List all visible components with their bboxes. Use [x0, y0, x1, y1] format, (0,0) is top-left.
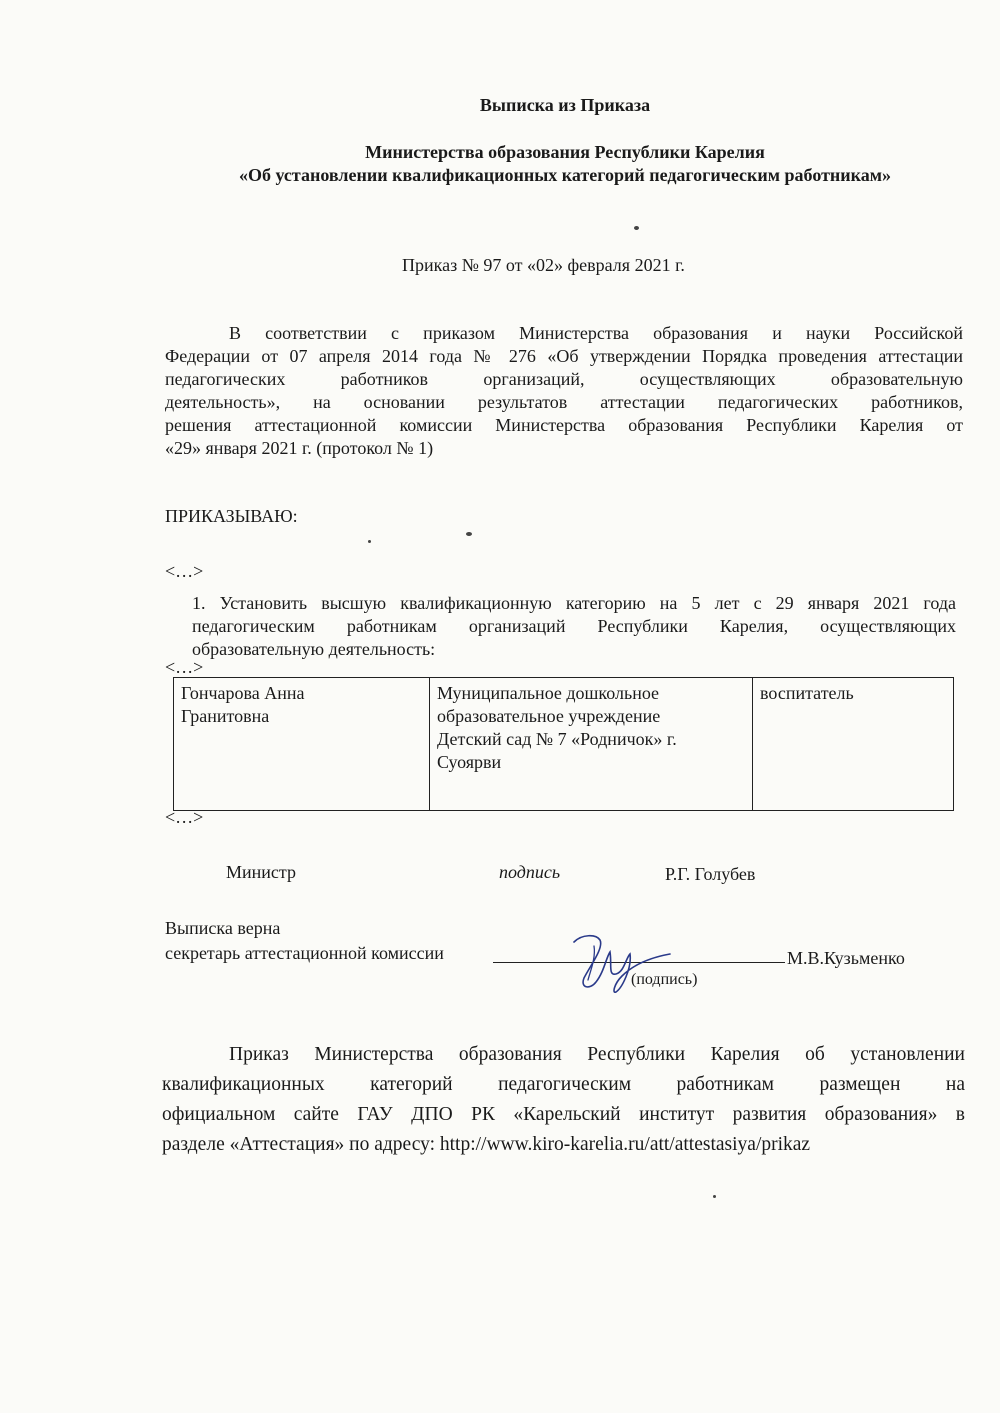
ellipsis-mark: <…>: [165, 657, 204, 677]
preamble-line: Федерации от 07 апреля 2014 года № 276 «Об утверждении Порядка проведения аттестации: [165, 346, 963, 366]
footer-line: официальном сайте ГАУ ДПО РК «Карельский институт развития образования» в: [162, 1104, 965, 1125]
scan-speck: [466, 532, 472, 536]
position-cell: [753, 678, 954, 811]
ellipsis-mark: <…>: [165, 561, 204, 581]
item-line: педагогическим работникам организаций Республики Карелия, осуществляющих: [192, 616, 956, 636]
footer-line: Приказ Министерства образования Республики Карелия об установлении: [229, 1044, 965, 1065]
position-text: воспитатель: [760, 683, 854, 703]
minister-name: Р.Г. Голубев: [665, 864, 756, 884]
order-word: ПРИКАЗЫВАЮ:: [165, 506, 298, 526]
table-row: [174, 678, 954, 811]
ellipsis-mark: <…>: [165, 807, 204, 827]
footer-line: разделе «Аттестация» по адресу: http://www.kiro-karelia.ru/att/attestasiya/prikaz: [162, 1134, 811, 1155]
certification-label: Выписка верна: [165, 918, 281, 938]
organization-cell: [430, 678, 753, 811]
preamble-line: В соответствии с приказом Министерства образования и науки Российской: [229, 323, 963, 343]
name-line: Гранитовна: [181, 706, 270, 726]
scan-speck: [634, 226, 639, 230]
item-line: 1. Установить высшую квалификационную категорию на 5 лет с 29 января 2021 года: [192, 593, 956, 613]
awardee-table: [173, 677, 954, 811]
organization-line: Муниципальное дошкольное: [437, 683, 660, 703]
preamble-line: «29» января 2021 г. (протокол № 1): [165, 438, 434, 458]
preamble-line: деятельность», на основании результатов аттестации педагогических работников,: [165, 392, 963, 412]
signature-caption: (подпись): [631, 971, 698, 988]
organization-line: образовательное учреждение: [437, 706, 661, 726]
footer-line: квалификационных категорий педагогическим работникам размещен на: [162, 1074, 965, 1095]
scan-speck: [368, 540, 371, 543]
scan-speck: [713, 1195, 716, 1198]
item-line: образовательную деятельность:: [192, 639, 436, 659]
preamble-line: педагогических работников организаций, осуществляющих образовательную: [165, 369, 963, 389]
minister-title: Министр: [226, 862, 296, 882]
name-cell: [174, 678, 430, 811]
handwritten-signature: [560, 928, 680, 998]
organization-line: Детский сад № 7 «Родничок» г.: [437, 729, 677, 749]
secretary-label: секретарь аттестационной комиссии: [165, 943, 444, 963]
minister-signature-note: подпись: [499, 862, 561, 882]
order-number: Приказ № 97 от «02» февраля 2021 г.: [402, 255, 685, 275]
ministry-name: Министерства образования Республики Карелия: [365, 142, 765, 162]
organization-line: Суоярви: [437, 752, 502, 772]
order-subject: «Об установлении квалификационных категорий педагогическим работникам»: [238, 165, 892, 185]
secretary-name: М.В.Кузьменко: [787, 948, 905, 968]
preamble-line: решения аттестационной комиссии Министерства образования Республики Карелия от: [165, 415, 963, 435]
name-line: Гончарова Анна: [181, 683, 305, 703]
document-title: Выписка из Приказа: [479, 95, 651, 115]
